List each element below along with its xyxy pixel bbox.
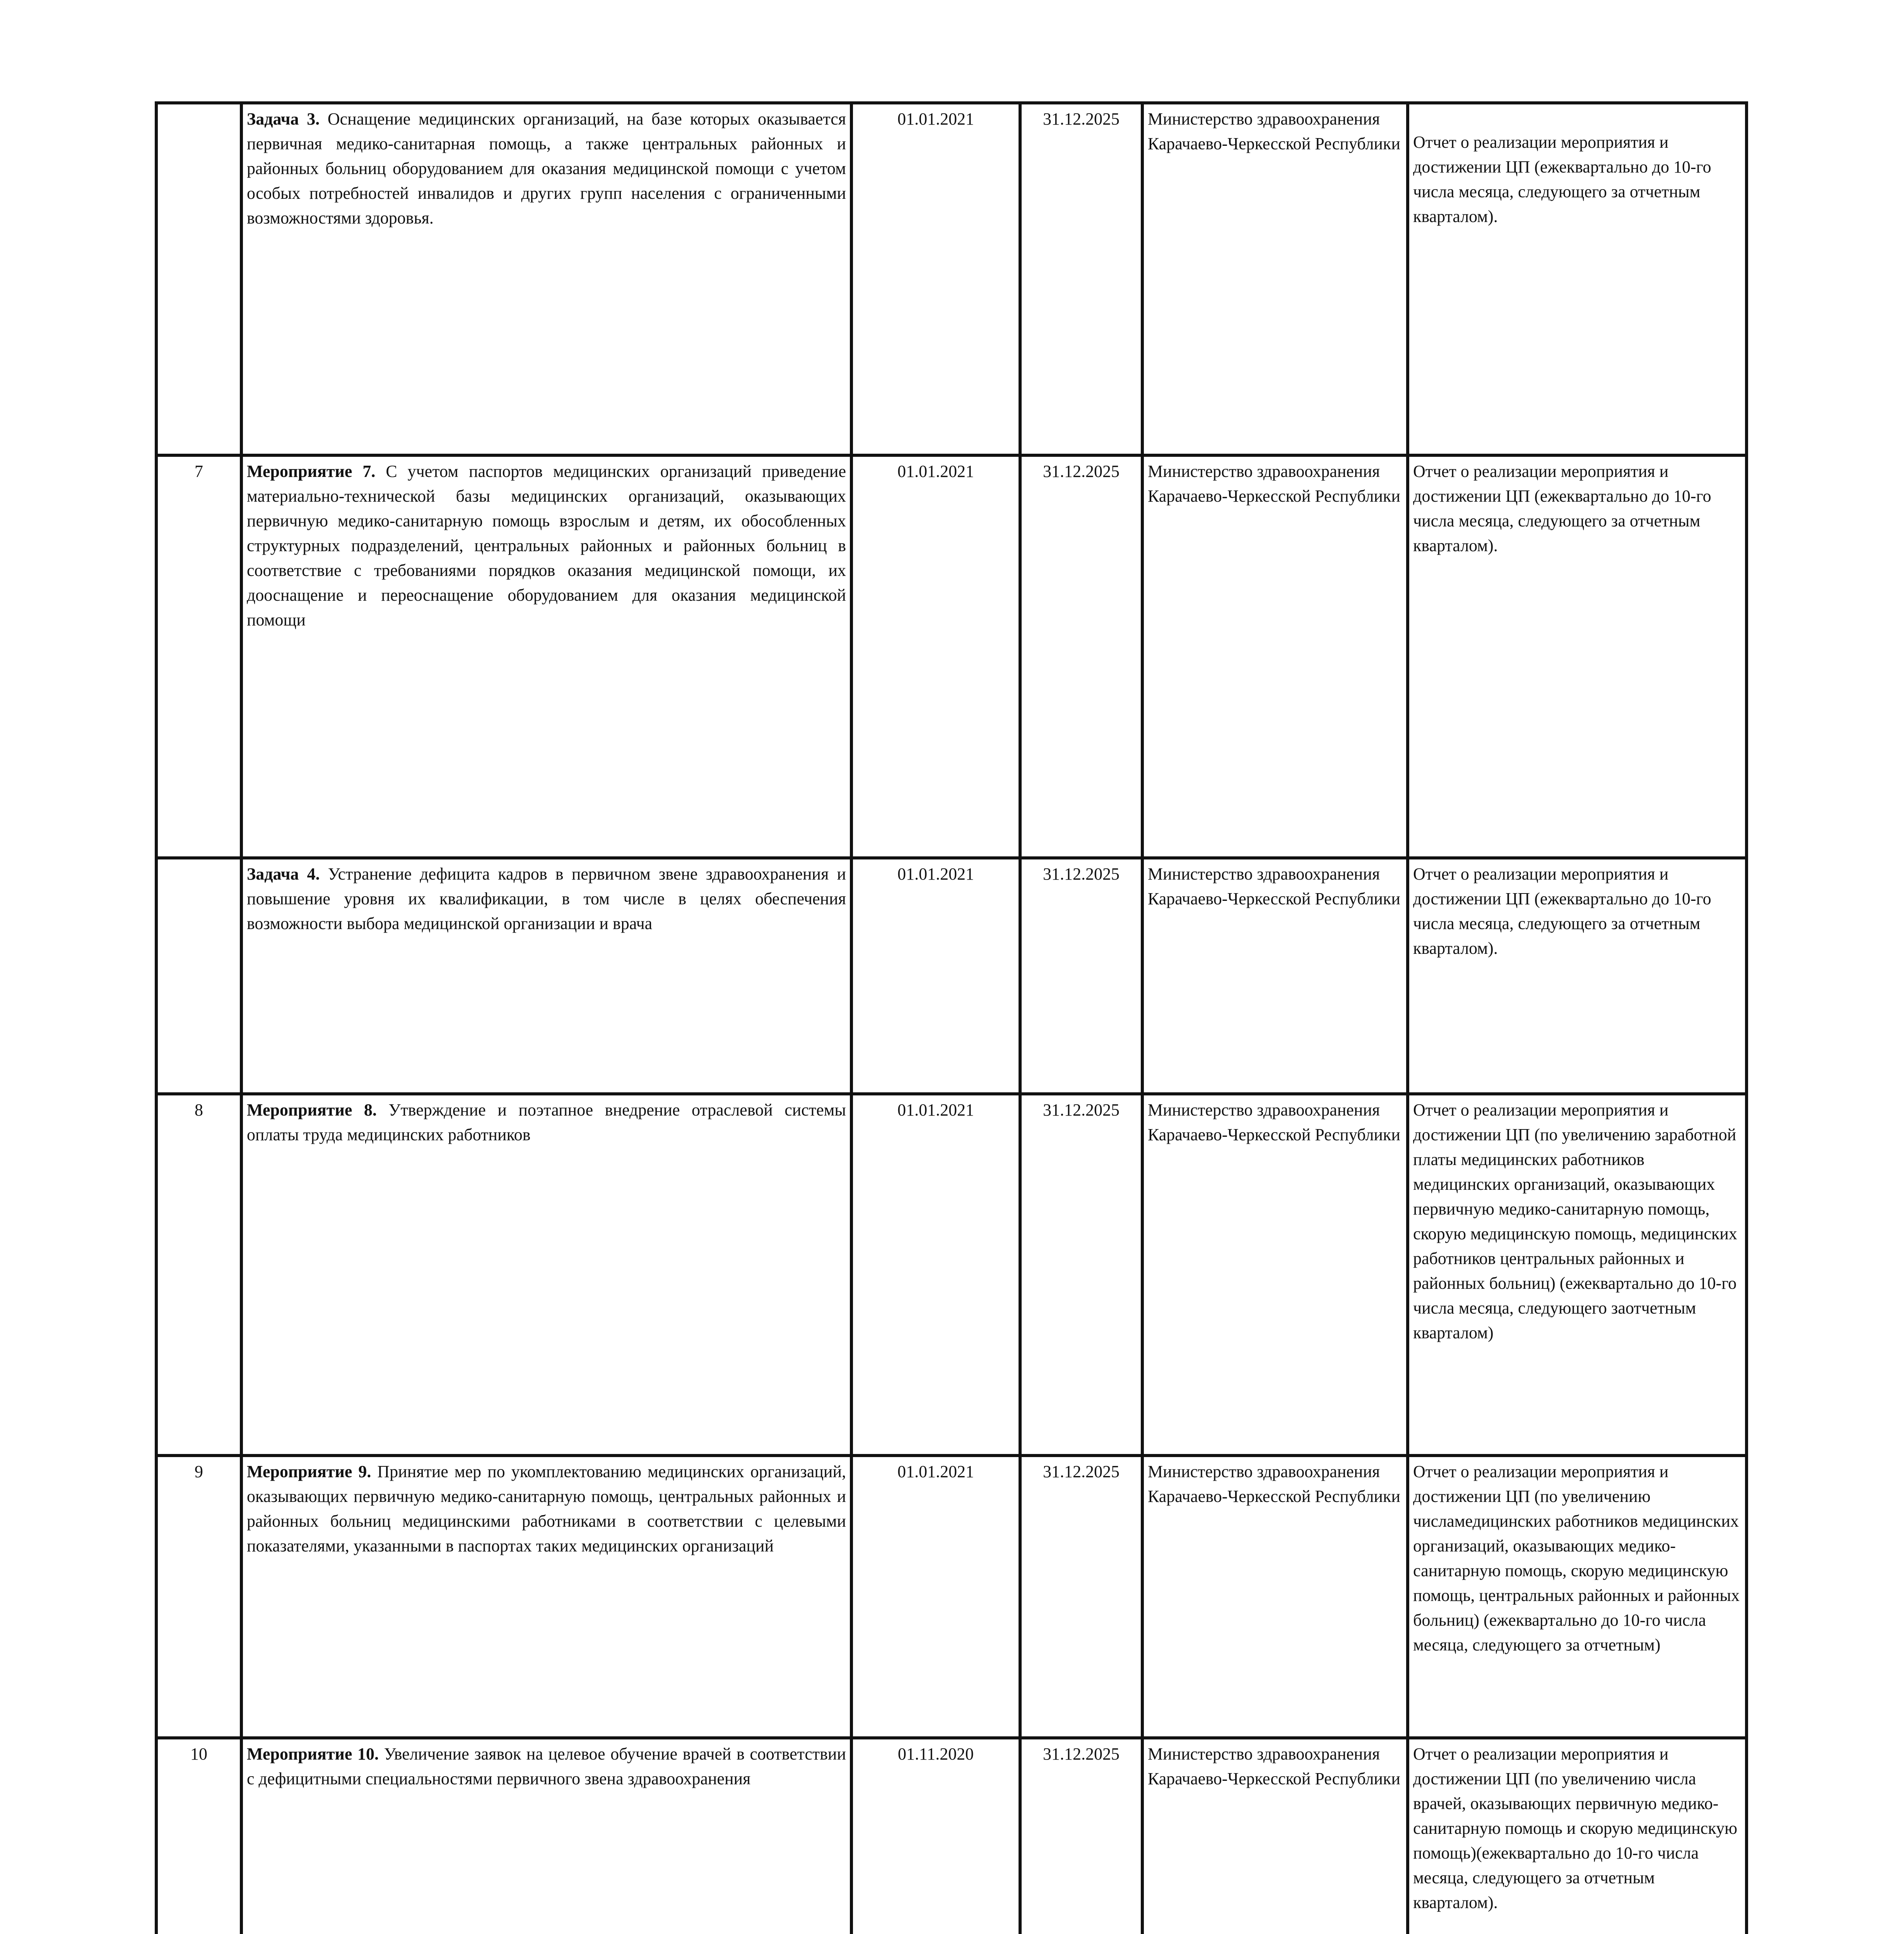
table-row	[156, 1456, 1747, 1738]
reporting-result: Отчет о реализации мероприятия и достижении ЦП (ежеквартально до 10-го числа месяца, следующего за отчетным кварталом).	[1408, 455, 1747, 858]
responsible-party: Министерство здравоохранения Карачаево-Черкесской Республики	[1142, 1456, 1408, 1738]
activity-description	[241, 455, 851, 858]
end-date: 31.12.2025	[1020, 1738, 1142, 1934]
table-row	[156, 1738, 1747, 1934]
table-row	[156, 858, 1747, 1094]
row-number: 8	[156, 1094, 241, 1456]
activity-heading: Мероприятие 8.	[247, 1100, 377, 1119]
start-date: 01.01.2021	[851, 1094, 1020, 1456]
activity-text: Принятие мер по укомплектованию медицинских организаций, оказывающих первичную медико-санитарную помощь, центральных районных и районных больниц медицинскими работниками в соответствии с целевыми показателями, указанными в паспортах таких медицинских организаций	[247, 1462, 846, 1555]
row-number: 10	[156, 1738, 241, 1934]
end-date: 31.12.2025	[1020, 1094, 1142, 1456]
end-date: 31.12.2025	[1020, 1456, 1142, 1738]
activities-table	[155, 101, 1748, 1934]
activity-text: Утверждение и поэтапное внедрение отраслевой системы оплаты труда медицинских работников	[247, 1100, 846, 1144]
activity-text: С учетом паспортов медицинских организаций приведение материально-технической базы медицинских организаций, оказывающих первичную медико-санитарную помощь взрослым и детям, их обособленных структурных подразделений, центральных районных и районных больниц в соответствие с требованиями порядков оказания медицинской помощи, их дооснащение и переоснащение оборудованием для оказания медицинской помощи	[247, 462, 846, 629]
activity-text: Устранение дефицита кадров в первичном звене здравоохранения и повышение уровня их квалификации, в том числе в целях обеспечения возможности выбора медицинской организации и врача	[247, 864, 846, 933]
responsible-party: Министерство здравоохранения Карачаево-Черкесской Республики	[1142, 103, 1408, 455]
activity-heading: Задача 3.	[247, 109, 320, 128]
row-number	[156, 858, 241, 1094]
table-row	[156, 1094, 1747, 1456]
activity-description	[241, 1094, 851, 1456]
activity-description	[241, 103, 851, 455]
row-number: 9	[156, 1456, 241, 1738]
reporting-result: Отчет о реализации мероприятия и достижении ЦП (ежеквартально до 10-го числа месяца, следующего за отчетным кварталом).	[1408, 858, 1747, 1094]
reporting-result: Отчет о реализации мероприятия и достижении ЦП (по увеличению заработной платы медицинских работников медицинских организаций, оказывающих первичную медико-санитарную помощь, скорую медицинскую помощь, медицинских работников центральных районных и районных больниц) (ежеквартально до 10-го числа месяца, следующего заотчетным кварталом)	[1408, 1094, 1747, 1456]
responsible-party: Министерство здравоохранения Карачаево-Черкесской Республики	[1142, 1738, 1408, 1934]
end-date: 31.12.2025	[1020, 103, 1142, 455]
reporting-result: Отчет о реализации мероприятия и достижении ЦП (по увеличению числа врачей, оказывающих первичную медико-санитарную помощь и скорую медицинскую помощь)(ежеквартально до 10-го числа месяца, следующего за отчетным кварталом).	[1408, 1738, 1747, 1934]
responsible-party: Министерство здравоохранения Карачаево-Черкесской Республики	[1142, 1094, 1408, 1456]
activity-description	[241, 858, 851, 1094]
activity-heading: Мероприятие 9.	[247, 1462, 371, 1481]
row-number: 7	[156, 455, 241, 858]
start-date: 01.01.2021	[851, 455, 1020, 858]
reporting-result: Отчет о реализации мероприятия и достижении ЦП (по увеличению числамедицинских работников медицинских организаций, оказывающих медико-санитарную помощь, скорую медицинскую помощь, центральных районных и районных больниц) (ежеквартально до 10-го числа месяца, следующего за отчетным)	[1408, 1456, 1747, 1738]
row-number	[156, 103, 241, 455]
start-date: 01.01.2021	[851, 858, 1020, 1094]
activity-heading: Мероприятие 10.	[247, 1744, 379, 1763]
responsible-party: Министерство здравоохранения Карачаево-Черкесской Республики	[1142, 455, 1408, 858]
end-date: 31.12.2025	[1020, 858, 1142, 1094]
activity-heading: Задача 4.	[247, 864, 320, 883]
activity-heading: Мероприятие 7.	[247, 462, 376, 481]
table-row	[156, 103, 1747, 455]
end-date: 31.12.2025	[1020, 455, 1142, 858]
activity-text: Увеличение заявок на целевое обучение врачей в соответствии с дефицитными специальностями первичного звена здравоохранения	[247, 1744, 846, 1788]
reporting-result: Отчет о реализации мероприятия и достижении ЦП (ежеквартально до 10-го числа месяца, следующего за отчетным кварталом).	[1408, 103, 1747, 455]
activity-description	[241, 1456, 851, 1738]
responsible-party: Министерство здравоохранения Карачаево-Черкесской Республики	[1142, 858, 1408, 1094]
activity-text: Оснащение медицинских организаций, на базе которых оказывается первичная медико-санитарная помощь, а также центральных районных и районных больниц оборудованием для оказания медицинской помощи с учетом особых потребностей инвалидов и других групп населения с ограниченными возможностями здоровья.	[247, 109, 846, 227]
activity-description	[241, 1738, 851, 1934]
start-date: 01.01.2021	[851, 1456, 1020, 1738]
start-date: 01.01.2021	[851, 103, 1020, 455]
table-row	[156, 455, 1747, 858]
start-date: 01.11.2020	[851, 1738, 1020, 1934]
